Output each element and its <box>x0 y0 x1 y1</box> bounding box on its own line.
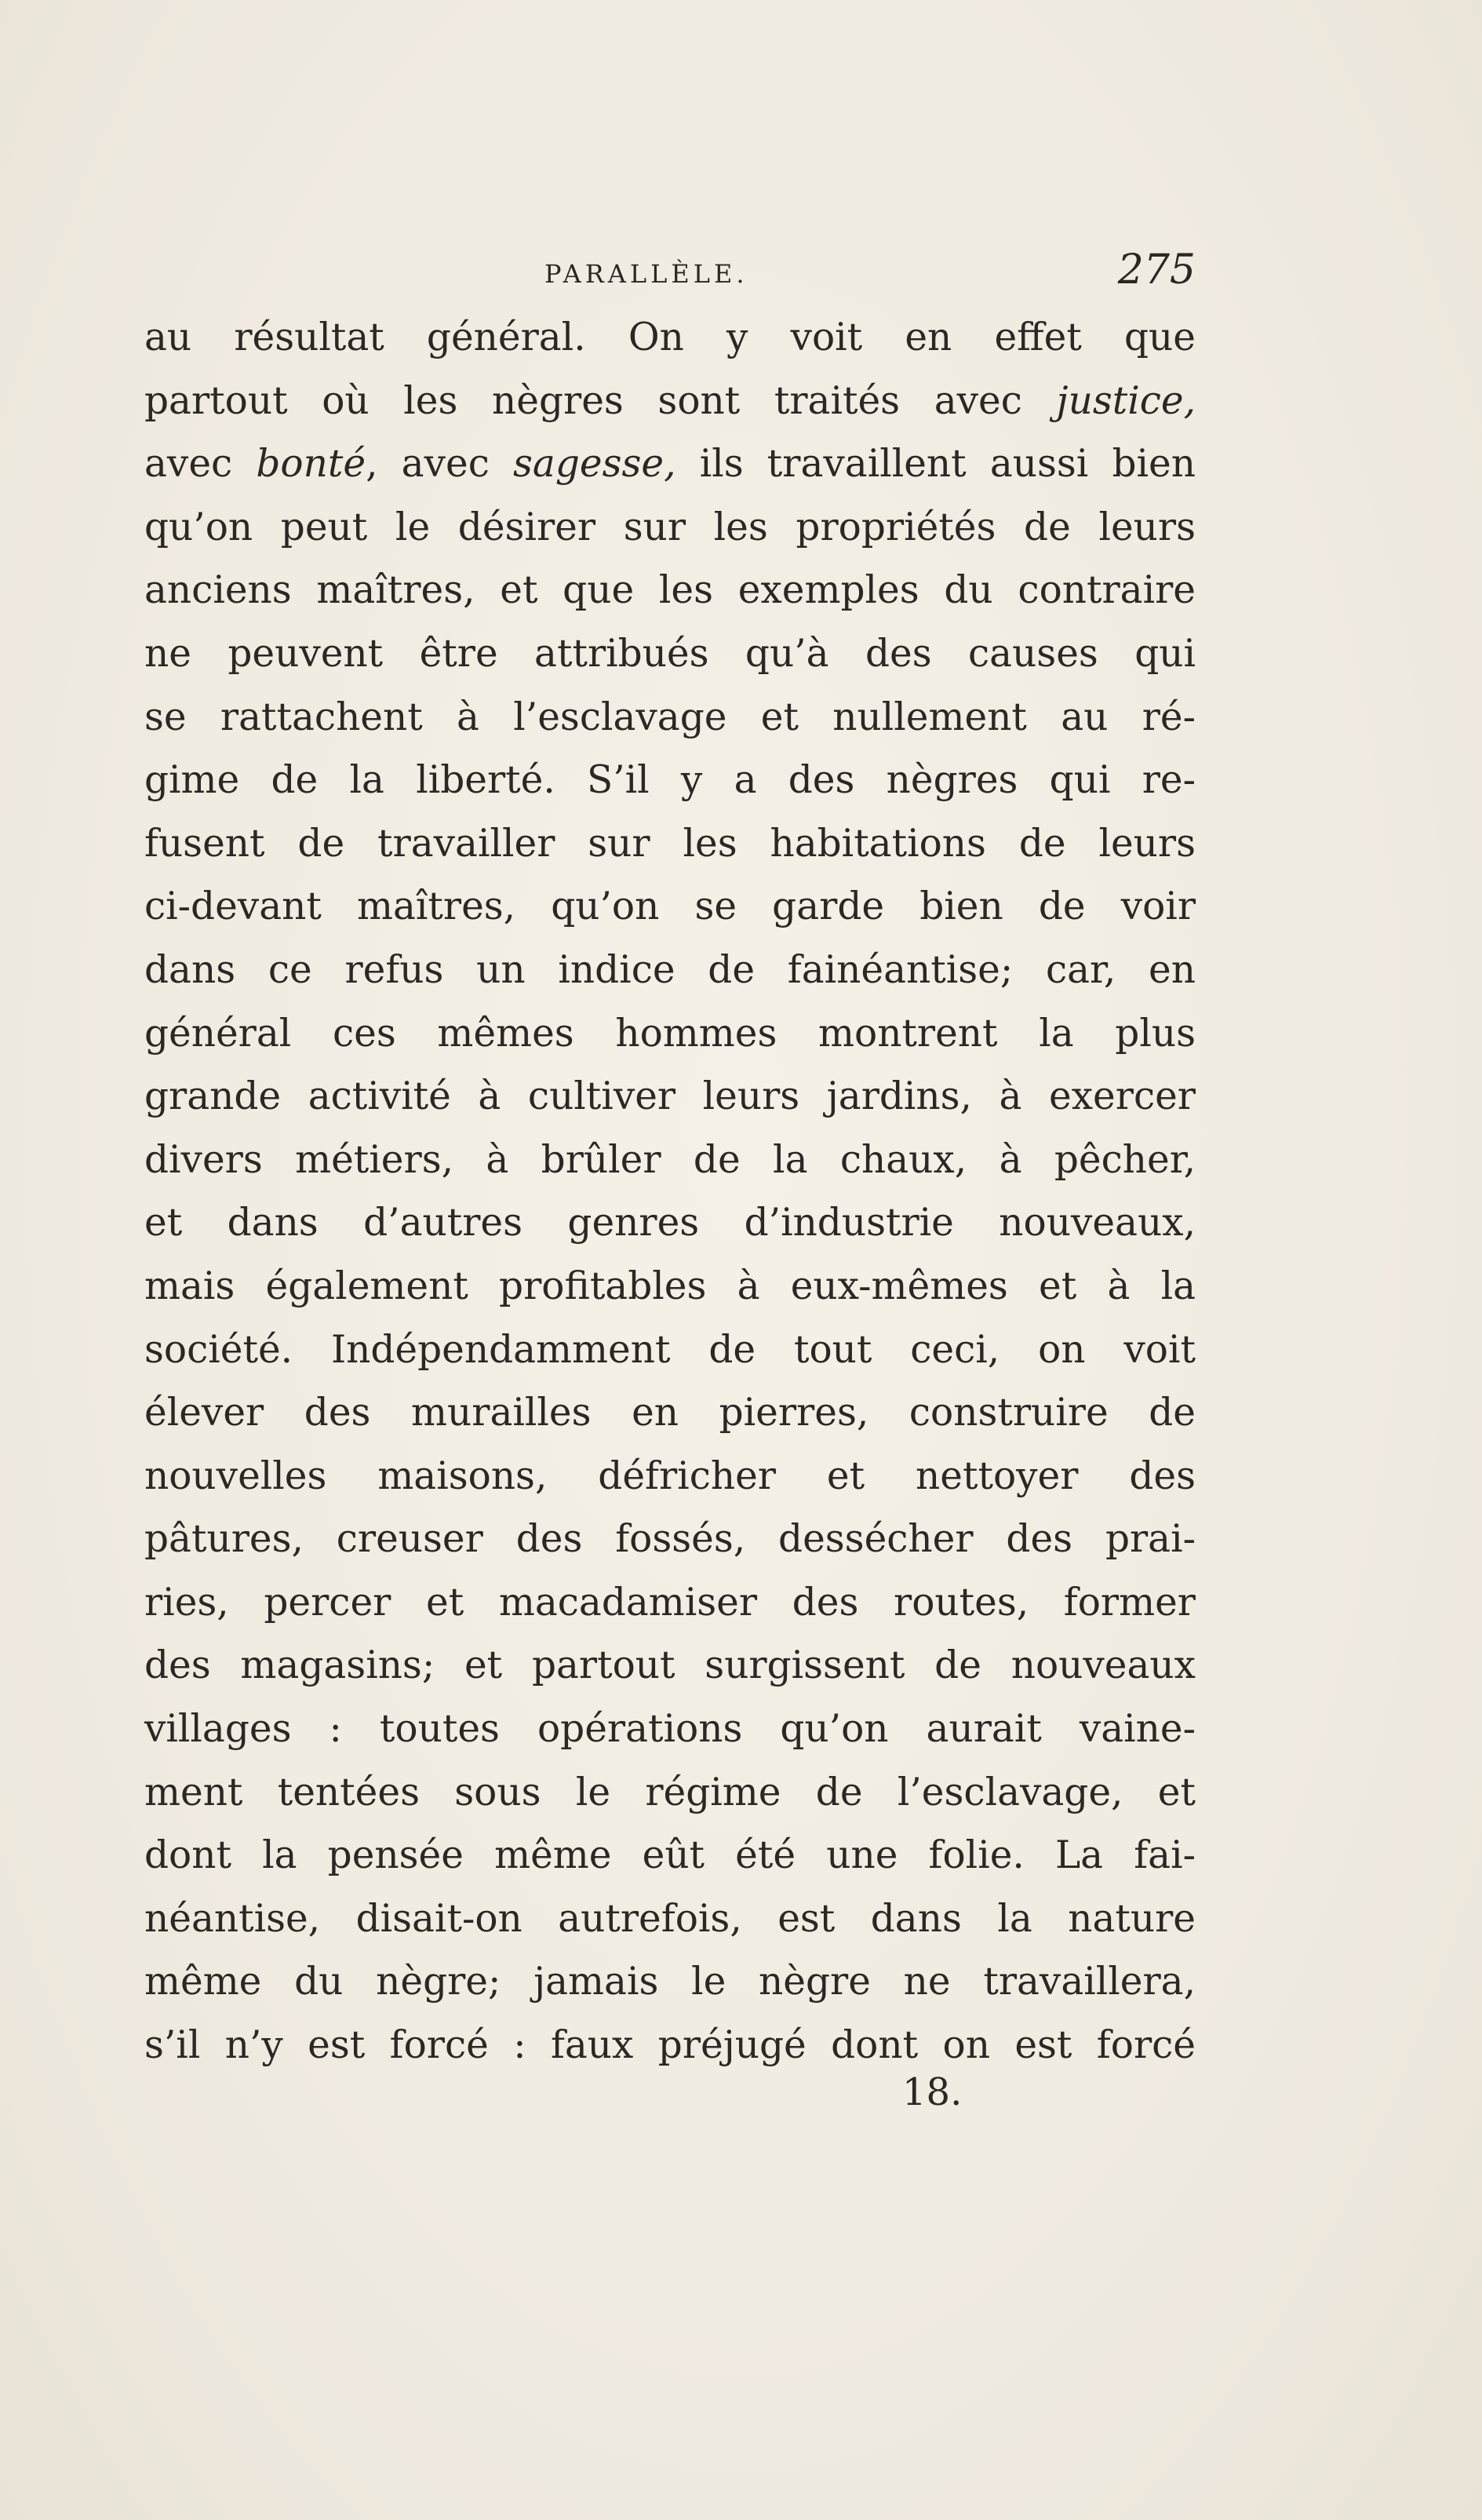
text-line <box>144 1255 1196 1318</box>
text-segment: se rattachent à l’esclavage et nullement au ré- <box>144 695 1196 739</box>
text-segment: ci-devant maîtres, qu’on se garde bien de voir <box>144 884 1196 929</box>
text-segment: ries, percer et macadamiser des routes, former <box>144 1580 1196 1625</box>
text-segment: société. Indépendamment de tout ceci, on voit <box>144 1327 1196 1372</box>
text-line <box>144 1381 1196 1445</box>
text-segment: ne peuvent être attribués qu’à des causes qui <box>144 631 1196 676</box>
text-segment: divers métiers, à brûler de la chaux, à pêcher, <box>144 1137 1196 1182</box>
text-segment: ils travaillent aussi bien <box>675 442 1196 487</box>
text-line <box>144 559 1196 622</box>
text-segment: qu’on peut le désirer sur les propriétés de leurs <box>144 505 1196 549</box>
text-segment: élever des murailles en pierres, construire de <box>144 1391 1196 1435</box>
text-segment: et dans d’autres genres d’industrie nouveaux, <box>144 1201 1196 1245</box>
text-segment: néantise, disait-on autrefois, est dans la nature <box>144 1896 1196 1941</box>
text-line <box>144 1129 1196 1192</box>
text-segment: dans ce refus un indice de fainéantise; car, en <box>144 947 1196 992</box>
text-line <box>144 939 1196 1002</box>
italic-text: justice, <box>1056 378 1196 423</box>
text-line <box>144 1002 1196 1066</box>
text-line <box>144 749 1196 812</box>
text-segment: villages : toutes opérations qu’on aurait vaine- <box>144 1707 1196 1752</box>
text-segment: avec <box>144 442 257 487</box>
text-line <box>144 370 1196 433</box>
running-head: PARALLÈLE. <box>544 259 748 289</box>
text-segment: des magasins; et partout surgissent de nouveaux <box>144 1643 1196 1688</box>
italic-text: bonté <box>256 442 366 487</box>
text-line <box>144 306 1196 370</box>
text-segment: nouvelles maisons, défricher et nettoyer des <box>144 1453 1196 1498</box>
text-segment: dont la pensée même eût été une folie. La fai- <box>144 1833 1196 1878</box>
text-segment: grande activité à cultiver leurs jardins, à exercer <box>144 1074 1196 1119</box>
signature-mark: 18. <box>902 2070 963 2114</box>
text-line <box>144 686 1196 749</box>
text-line <box>144 622 1196 686</box>
text-segment: gime de la liberté. S’il y a des nègres qui re- <box>144 758 1196 803</box>
text-line <box>144 1508 1196 1571</box>
text-line <box>144 1698 1196 1761</box>
text-line <box>144 1191 1196 1255</box>
italic-text: sagesse, <box>513 442 676 487</box>
text-segment: ment tentées sous le régime de l’esclavage, et <box>144 1770 1196 1814</box>
text-segment: anciens maîtres, et que les exemples du contraire <box>144 568 1196 613</box>
text-segment: pâtures, creuser des fossés, dessécher des prai- <box>144 1517 1196 1562</box>
text-segment: partout où les nègres sont traités avec <box>144 378 1057 423</box>
text-line <box>144 496 1196 560</box>
text-segment: même du nègre; jamais le nègre ne travaillera, <box>144 1960 1196 2004</box>
text-segment: mais également profitables à eux-mêmes et à la <box>144 1264 1196 1308</box>
page-number: 275 <box>1117 246 1196 294</box>
text-segment: s’il n’y est forcé : faux préjugé dont on est forcé <box>144 2023 1196 2068</box>
text-line <box>144 1065 1196 1129</box>
text-line <box>144 1318 1196 1382</box>
text-segment: , avec <box>366 442 514 487</box>
text-line <box>144 2014 1196 2077</box>
text-segment: au résultat général. On y voit en effet que <box>144 315 1196 359</box>
text-segment: général ces mêmes hommes montrent la plus <box>144 1011 1196 1056</box>
text-line <box>144 1445 1196 1508</box>
text-line <box>144 1824 1196 1887</box>
page-header <box>144 246 1196 297</box>
text-line <box>144 1887 1196 1951</box>
text-line <box>144 812 1196 876</box>
text-line <box>144 1634 1196 1698</box>
text-line <box>144 1761 1196 1825</box>
text-line <box>144 1571 1196 1635</box>
text-line <box>144 1950 1196 2014</box>
body-text <box>144 306 1196 2077</box>
text-segment: fusent de travailler sur les habitations de leurs <box>144 821 1196 866</box>
text-line <box>144 875 1196 939</box>
text-line <box>144 432 1196 496</box>
